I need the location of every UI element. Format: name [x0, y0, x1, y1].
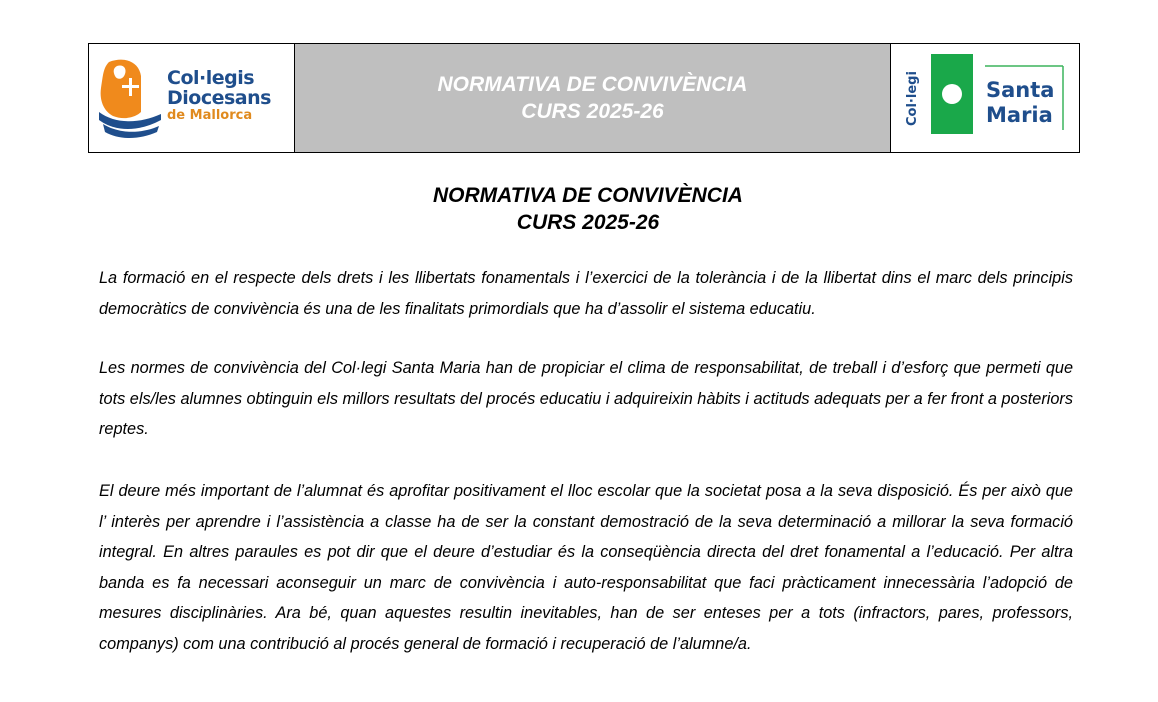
- right-logo-name-line2: Maria: [986, 103, 1053, 127]
- left-logo-text: [167, 68, 271, 124]
- paragraph-1: La formació en el respecte dels drets i les llibertats fonamentals i l’exercici de la tolerància i de la llibertat dins el marc dels principis democràtics de convivència és una de les finalitats primordials que ha d’assolir el sistema educatiu.: [99, 269, 1073, 318]
- document-title: [88, 182, 1088, 236]
- header-title-cell: [295, 44, 890, 152]
- diocesan-schools-logo-icon: [95, 54, 167, 142]
- header-right-cell: [890, 44, 1079, 152]
- header-title-line2: CURS 2025-26: [521, 100, 664, 123]
- right-logo-name-line1: Santa: [986, 78, 1055, 102]
- header-left-cell: [89, 44, 295, 152]
- paragraph-3: El deure més important de l’alumnat és aprofitar positivament el lloc escolar que la societat posa a la seva disposició. És per això que l’ interès per aprendre i l’assistència a classe ha de ser la constant demostració de la seva determinació a millorar la seva formació integral. En altres paraules es pot dir que el deure d’estudiar és la conseqüència directa del dret fonamental a l’educació. Per altra banda es fa necessari aconseguir un marc de convivència i auto-responsabilitat que faci pràcticament innecessària l’adopció de mesures disciplinàries. Ara bé, quan aquestes resultin inevitables, han de ser enteses per a tots (infractors, pares, professors, companys) com una contribució al procés general de formació i recuperació de l’alumne/a.: [99, 482, 1073, 653]
- paragraph-2: Les normes de convivència del Col·legi Santa Maria han de propiciar el clima de responsabilitat, de treball i d’esforç que permeti que tots els/les alumnes obtinguin els millors resultats del procés educatiu i adquireixin hàbits i actituds adequats per a fer front a posteriors reptes.: [99, 359, 1073, 438]
- document-header: [88, 43, 1080, 153]
- right-logo-name: [986, 78, 1054, 128]
- header-title-line1: NORMATIVA DE CONVIVÈNCIA: [437, 73, 748, 96]
- left-logo-line2: Diocesans: [167, 87, 271, 109]
- document-title-line2: CURS 2025-26: [516, 211, 660, 234]
- left-logo-line3: de Mallorca: [167, 108, 253, 123]
- document-title-line1: NORMATIVA DE CONVIVÈNCIA: [433, 184, 743, 207]
- right-logo-vertical-text: Col·legi: [905, 71, 920, 126]
- left-logo-line1: Col·legis: [167, 67, 255, 89]
